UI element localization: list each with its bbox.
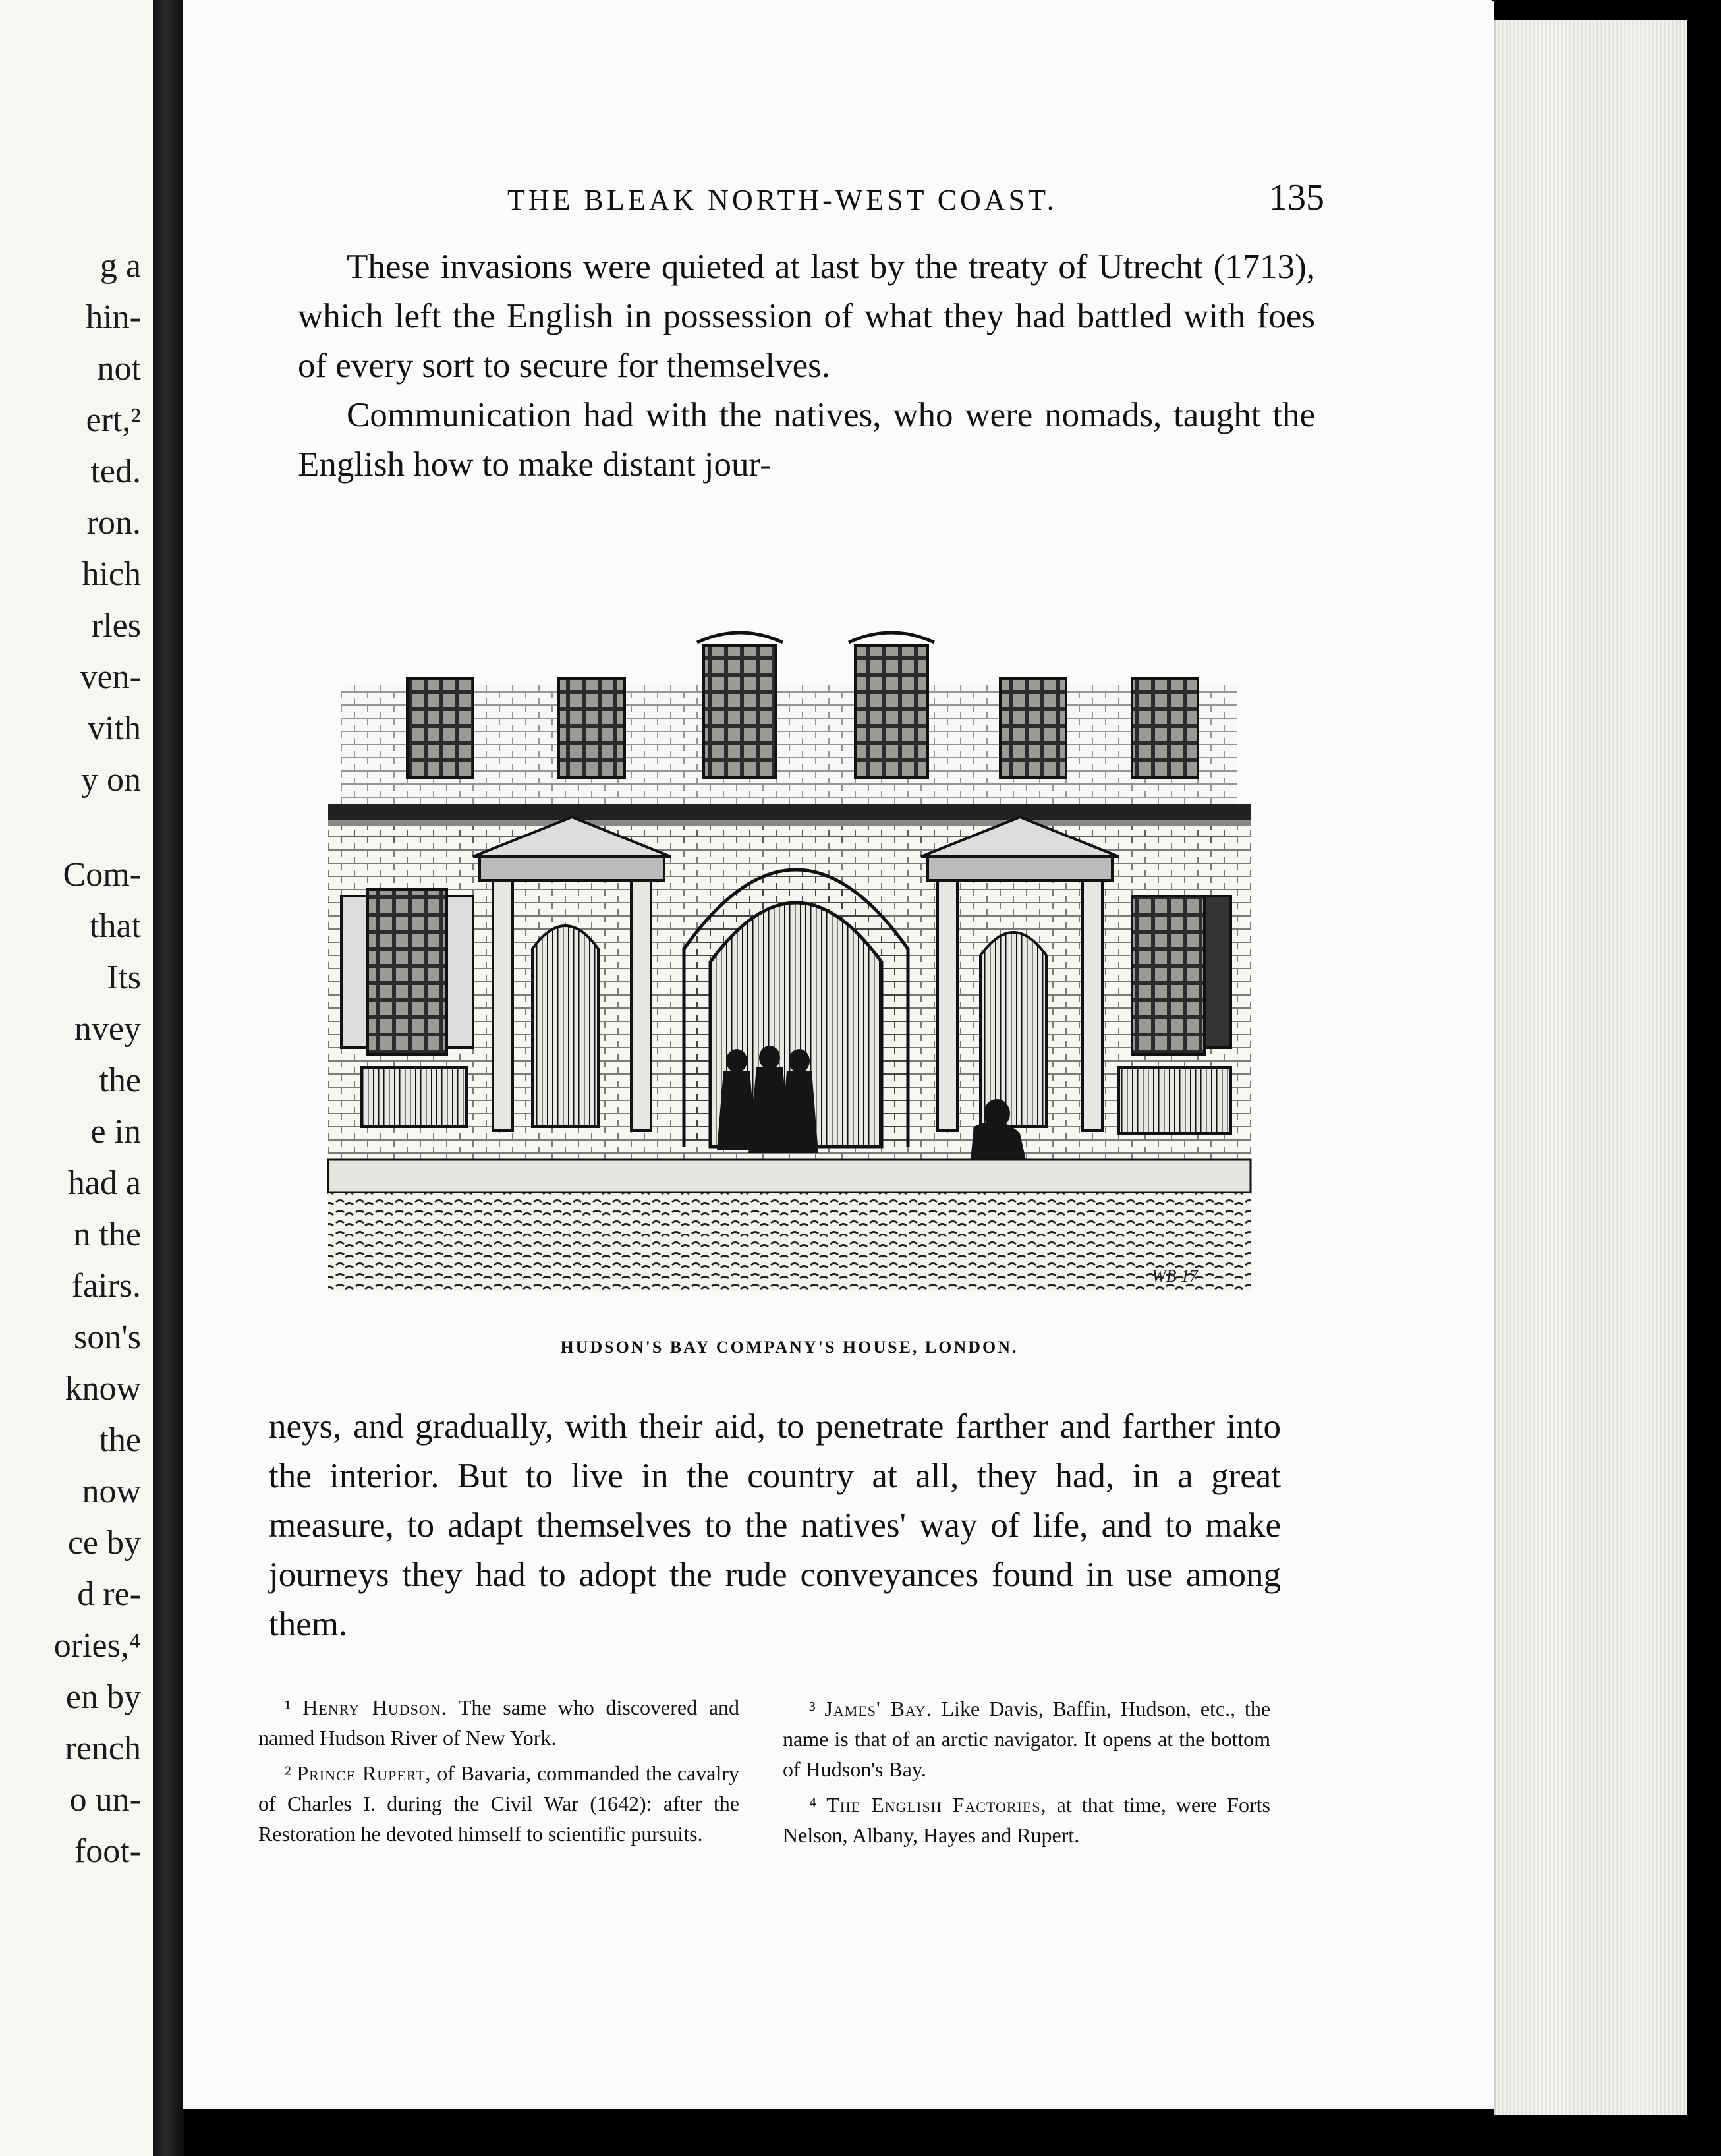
left-page-line: ert,² xyxy=(86,401,141,439)
left-page-line: rles xyxy=(91,607,141,644)
left-page-line: o un- xyxy=(69,1781,141,1819)
left-page-line: hich xyxy=(82,555,141,593)
footnote-2: ² Prince Rupert, of Bavaria, commanded the cavalry of Charles I. during the Civil War (1642): after the Restoration he devoted himself to scientific pursuits. xyxy=(258,1761,740,1846)
left-page-line: now xyxy=(82,1473,141,1510)
running-head: THE BLEAK NORTH-WEST COAST. xyxy=(507,184,1058,216)
page-number: 135 xyxy=(1269,177,1324,218)
left-page-line: rench xyxy=(65,1730,141,1767)
left-page-line: Com- xyxy=(63,856,141,894)
left-page-line: not xyxy=(97,350,141,387)
left-page-line: nvey xyxy=(74,1010,141,1048)
paragraph: These invasions were quieted at last by the treaty of Utrecht (1713), which left the English in possession of what they had battled with foes of every sort to secure for themselves. xyxy=(298,248,1315,385)
left-page-line: y on xyxy=(81,761,141,799)
left-doorway xyxy=(473,817,671,1131)
left-page-line: en by xyxy=(65,1678,141,1716)
left-page-line: g a xyxy=(99,247,141,285)
left-page-line: ron. xyxy=(86,504,141,542)
left-page-line: ven- xyxy=(80,658,141,696)
left-page-line: son's xyxy=(74,1319,141,1356)
right-doorway xyxy=(921,817,1119,1131)
book-gutter xyxy=(153,0,184,2156)
left-page-line: had a xyxy=(67,1164,141,1202)
footnotes-right-column xyxy=(783,1693,1270,1856)
footnote-1: ¹ Henry Hudson. The same who discovered and named Hudson River of New York. xyxy=(258,1695,740,1749)
left-page-line: n the xyxy=(73,1216,141,1253)
left-page-line: d re- xyxy=(77,1575,141,1613)
footnotes-left-column xyxy=(258,1692,739,1854)
paragraph: neys, and gradually, with their aid, to penetrate farther and farther into the interior. But to live in the country at all, they had, in a great measure, to adapt themselves to the natives' way of life, and to make journeys they had to adopt the rude conveyances found in use among them. xyxy=(269,1407,1281,1643)
page-header xyxy=(507,177,1324,223)
body-text-top xyxy=(298,242,1315,490)
left-page-line: fairs. xyxy=(71,1267,141,1305)
left-page-line: the xyxy=(99,1062,141,1099)
footnote-3: ³ James' Bay. Like Davis, Baffin, Hudson, etc., the name is that of an arctic navigator. It opens at the bottom of Hudson's Bay. xyxy=(783,1697,1271,1781)
engraving-illustration xyxy=(315,606,1264,1311)
left-page-fragment xyxy=(0,0,153,2156)
left-page-line: foot- xyxy=(74,1832,141,1870)
left-page-line: know xyxy=(65,1370,141,1407)
footnote-4: ⁴ The English Factories, at that time, were Forts Nelson, Albany, Hayes and Rupert. xyxy=(783,1793,1270,1847)
left-page-line: hin- xyxy=(86,298,141,336)
left-page-line: the xyxy=(99,1421,141,1459)
engraver-signature: WB 17 xyxy=(1152,1266,1199,1286)
paragraph: Communication had with the natives, who were nomads, taught the English how to make distant jour- xyxy=(298,396,1315,484)
left-page-line: that xyxy=(90,907,141,945)
figure-caption: HUDSON'S BAY COMPANY'S HOUSE, LONDON. xyxy=(560,1338,1019,1357)
left-page-line: ted. xyxy=(90,453,141,490)
left-page-line: e in xyxy=(90,1113,141,1150)
left-page-line: ce by xyxy=(67,1524,141,1562)
left-page-line: ories,⁴ xyxy=(53,1627,141,1664)
body-text-bottom xyxy=(269,1402,1281,1649)
left-page-line: Its xyxy=(107,959,141,996)
left-page-line: vith xyxy=(88,710,141,747)
building-engraving xyxy=(315,606,1264,1311)
page-edges xyxy=(1494,20,1687,2115)
